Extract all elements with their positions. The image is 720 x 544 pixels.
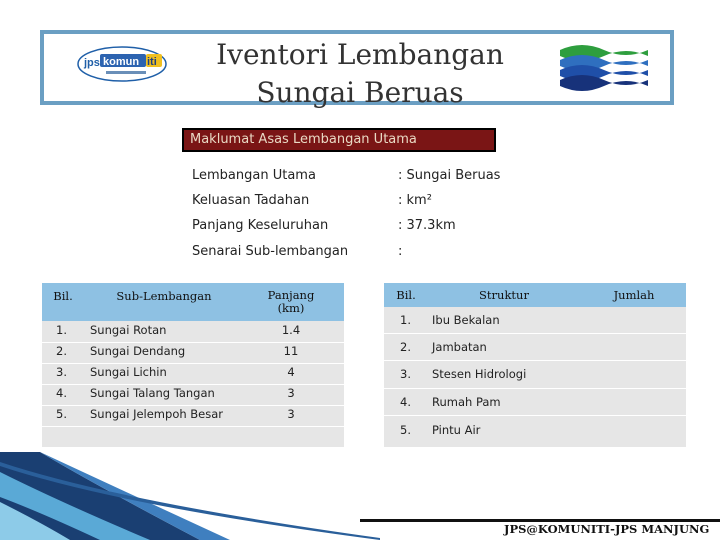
sub-lembangan-table xyxy=(42,283,344,447)
info-value-keluasan: : km² xyxy=(398,193,432,208)
struct-header-struktur: Struktur xyxy=(479,288,529,302)
row-divider xyxy=(42,384,344,385)
row-divider xyxy=(384,360,686,361)
info-label-lembangan: Lembangan Utama xyxy=(192,168,316,183)
sub-header-bil: Bil. xyxy=(53,289,73,303)
decorative-swoosh xyxy=(0,452,380,540)
sub-row-bil: 4. xyxy=(56,386,67,400)
row-divider xyxy=(384,388,686,389)
struct-row-name: Ibu Bekalan xyxy=(432,313,500,327)
info-label-keluasan: Keluasan Tadahan xyxy=(192,193,310,208)
svg-text:jps: jps xyxy=(84,57,100,69)
struct-row-name: Pintu Air xyxy=(432,423,481,437)
row-divider xyxy=(42,405,344,406)
sub-row-name: Sungai Jelempoh Besar xyxy=(90,407,224,421)
struct-row-name: Stesen Hidrologi xyxy=(432,367,527,381)
sub-row-bil: 1. xyxy=(56,323,67,337)
title-line-1: Iventori Lembangan xyxy=(216,38,504,71)
sub-row-length: 3 xyxy=(287,407,295,421)
struct-row-bil: 5. xyxy=(400,423,411,437)
svg-text:iti: iti xyxy=(147,56,157,68)
struct-row-name: Jambatan xyxy=(432,340,487,354)
struct-row-name: Rumah Pam xyxy=(432,395,501,409)
section-banner: Maklumat Asas Lembangan Utama xyxy=(182,128,496,152)
struct-row-bil: 3. xyxy=(400,367,411,381)
struct-header-jumlah: Jumlah xyxy=(613,288,655,302)
struct-header-bil: Bil. xyxy=(396,288,416,302)
sub-header-length: Panjang (km) xyxy=(267,288,315,315)
svg-text:komun: komun xyxy=(103,56,140,68)
sub-row-length: 1.4 xyxy=(281,323,301,337)
struktur-table xyxy=(384,283,686,447)
sub-row-bil: 2. xyxy=(56,344,67,358)
sub-row-name: Sungai Dendang xyxy=(90,344,186,358)
sub-row-name: Sungai Rotan xyxy=(90,323,167,337)
sub-row-length: 4 xyxy=(287,365,295,379)
title-line-2: Sungai Beruas xyxy=(256,76,464,109)
info-value-senarai: : xyxy=(398,244,403,259)
struct-row-bil: 1. xyxy=(400,313,411,327)
sub-row-length: 3 xyxy=(287,386,295,400)
info-value-lembangan: : Sungai Beruas xyxy=(398,168,501,183)
struct-row-bil: 2. xyxy=(400,340,411,354)
sub-row-bil: 5. xyxy=(56,407,67,421)
sub-row-length: 11 xyxy=(283,344,299,358)
footer-credit: JPS@KOMUNITI-JPS MANJUNG xyxy=(504,522,710,536)
jps-komuniti-logo xyxy=(76,44,172,84)
row-divider xyxy=(42,342,344,343)
page-title xyxy=(180,36,540,112)
sub-row-name: Sungai Talang Tangan xyxy=(90,386,215,400)
sub-header-name: Sub-Lembangan xyxy=(116,289,212,303)
info-value-panjang: : 37.3km xyxy=(398,218,456,233)
row-divider xyxy=(384,333,686,334)
row-divider xyxy=(42,363,344,364)
row-divider xyxy=(42,426,344,427)
info-label-senarai: Senarai Sub-lembangan xyxy=(192,244,349,259)
sub-row-name: Sungai Lichin xyxy=(90,365,167,379)
sub-row-bil: 3. xyxy=(56,365,67,379)
row-divider xyxy=(384,415,686,416)
jps-waves-logo xyxy=(554,40,650,94)
info-label-panjang: Panjang Keseluruhan xyxy=(192,218,329,233)
struct-row-bil: 4. xyxy=(400,395,411,409)
